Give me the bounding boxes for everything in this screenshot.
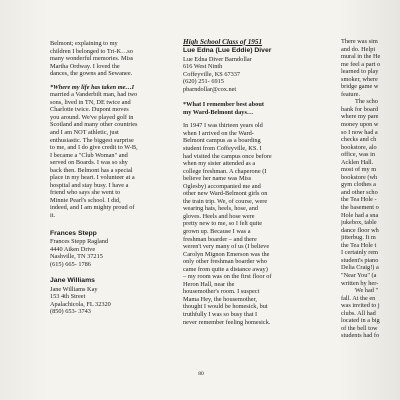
text-line: came from quite a distance away) (183, 265, 268, 273)
right-column-cropped (341, 38, 400, 340)
text-line: "Near You" (a (341, 271, 377, 279)
text-line: thought I would be homesick, but (183, 303, 268, 311)
text-line: Belmont campus as a boarding (183, 137, 261, 145)
address-line: 153 4th Street (50, 293, 86, 301)
text-line: many wonderful memories. Miss (50, 55, 134, 63)
text-line: place in my heart. I volunteer at a (50, 174, 135, 182)
text-line: me feel a part o (341, 60, 381, 68)
text-line: In 1947 I was thirteen years old (183, 122, 263, 130)
text-line: feature. (341, 90, 361, 98)
text-line: checks and ch (341, 136, 377, 144)
life-story-paragraph (50, 84, 168, 220)
text-line: clubs. All had (341, 309, 376, 317)
text-line: – my room was on the first floor of (183, 273, 272, 281)
text-line: housemother's room. I suspect (183, 288, 260, 296)
text-line: We had " (355, 287, 379, 295)
text-line: other new Ward-Belmont girls on (183, 190, 268, 198)
text-line: gym clothes a (341, 181, 376, 189)
text-line: and I am NOT athletic, just (50, 129, 119, 137)
text-line: the train trip. We, of course, were (183, 197, 268, 205)
text-line: Oglesby) accompanied me and (183, 182, 261, 190)
text-line: and other scho (341, 188, 378, 196)
text-line: Scotland and many other countries (50, 121, 138, 129)
text-line: truthfully I was so busy that I (183, 311, 258, 318)
text-line: it. (50, 212, 56, 220)
class-title: High School Class of 1951 (183, 38, 263, 46)
text-line: had visited the campus once before (183, 152, 272, 160)
text-line: when my sister attended as a (183, 160, 256, 168)
text-line: the Tea Hole - (341, 196, 377, 204)
address-line: Lue Edna Diver Barndollar (183, 55, 252, 63)
story-heading: *Where my life has taken me…I (50, 83, 135, 91)
alumna-name: Jane Williams (50, 277, 95, 285)
text-line: office, was in (341, 151, 375, 159)
text-line: weren't very many of us (I believe (183, 243, 270, 251)
address-line: (620) 251- 6915 (183, 78, 224, 86)
alumna-name: Frances Stepp (50, 229, 97, 237)
text-line: wearing hats, heels, hose, and (183, 205, 259, 213)
text-line: smoker, where (341, 75, 378, 83)
intro-paragraph (50, 40, 168, 78)
text-line: students had fo (341, 332, 380, 340)
left-column (50, 40, 168, 325)
text-line: dances, the gowns and Sewanee. (50, 70, 133, 78)
text-line: college freshman. A chaperone (I (183, 167, 267, 175)
text-line: freshman boarder – and there (183, 235, 257, 243)
memory-paragraph (183, 122, 302, 326)
text-line: the basement o (341, 204, 379, 212)
text-line: the Tea Hole t (341, 241, 377, 249)
text-line: married a Vanderbilt man, had two (50, 91, 138, 99)
text-line: jitterbug. It m (341, 234, 376, 242)
address-line: (615) 665- 1786 (50, 260, 91, 268)
text-line: so I now had a (341, 128, 378, 136)
text-line: student from Coffeyville, KS. I (183, 144, 262, 152)
text-line: money upon w (341, 121, 379, 129)
text-line: indeed, and I am mighty proud of (50, 204, 135, 212)
text-line: where my pare (341, 113, 379, 121)
page-number: 80 (198, 371, 204, 377)
text-line: I became a "Club Woman" and (50, 151, 128, 159)
text-line: Minnie Pearl's school. I did, (50, 196, 121, 204)
middle-column (183, 38, 302, 326)
text-line: most of my m (341, 166, 377, 174)
alumna-name: Lue Edna (Lue Eddie) Diver (183, 47, 272, 54)
text-line: only other freshman boarder who (183, 258, 267, 266)
text-line: back then. Belmont has a special (50, 166, 133, 174)
text-line: The scho (355, 98, 378, 106)
text-line: mural in the He (341, 53, 381, 61)
text-line: Martha Ordway. I loved the (50, 62, 120, 70)
address-line: Nashville, TN 37215 (50, 253, 103, 261)
text-line: pretty new to me, so I felt quite (183, 220, 263, 228)
text-line: was invited to j (341, 302, 380, 310)
alumna-address (50, 286, 168, 316)
text-line: you around. We've played golf in (50, 113, 134, 121)
text-line: enthusiastic. The biggest surprise (50, 136, 134, 144)
email-address: pbarndollar@cox.net (183, 85, 237, 93)
text-line: of the bell tow (341, 324, 378, 332)
text-line: Belmont; explaining to my (50, 40, 118, 47)
text-line: bookstore, alo (341, 143, 377, 151)
text-line: Mama Hey, the housemother, (183, 295, 258, 303)
text-line: Hole had a sna (341, 211, 379, 219)
text-line: bank for board (341, 105, 379, 113)
text-line: Heron Hall, near the (183, 280, 235, 288)
address-line: Frances Stepp Ragland (50, 238, 109, 246)
text-line: I certainly rem (341, 249, 379, 257)
text-line: There was sim (341, 38, 378, 45)
text-line: friend who says she went to (50, 189, 121, 197)
text-line: jukebox, table (341, 219, 377, 227)
text-line: served on Boards. I was so shy (50, 159, 128, 167)
text-line: never remember feeling homesick. (183, 318, 271, 326)
address-line: Jane Williams Kay (50, 285, 98, 293)
text-line: to me, and I do give credit to W-B, (50, 144, 138, 152)
text-line: learned to play (341, 68, 379, 76)
text-line: *What I remember best about (183, 101, 264, 109)
text-line: hospital and stay busy. I have a (50, 181, 129, 189)
text-line: believe her name was Miss (183, 175, 252, 183)
text-line: grown up. Because I was a (183, 227, 251, 235)
text-line: located in a big (341, 317, 380, 325)
text-line: fall. At the en (341, 294, 376, 302)
text-line: children I belonged to Tri-K…so (50, 47, 133, 55)
text-line: bookstore (wh (341, 173, 378, 181)
address-line: 4440 Aiken Drive (50, 245, 96, 253)
text-line: and do. Helpi (341, 45, 376, 53)
text-line: my Ward-Belmont days… (183, 108, 254, 116)
text-line: Acklen Hall. (341, 158, 374, 166)
text-line: dance floor wh (341, 226, 379, 234)
text-line: student's piano (341, 256, 379, 264)
text-line: written by her- (341, 279, 379, 287)
text-line: when I arrived on the Ward- (183, 129, 254, 137)
text-line: Delia Craig!) a (341, 264, 379, 272)
address-line: 616 West Ninth (183, 63, 223, 71)
text-line: bridge game w (341, 83, 379, 91)
address-line: Coffeyville, KS 67337 (183, 70, 241, 78)
text-line: gloves. Heels and hose were (183, 212, 255, 220)
question-heading (183, 101, 302, 116)
address-line: Apalachicola, FL 32320 (50, 300, 111, 308)
alumna-address (50, 238, 168, 268)
address-line: (850) 653- 3743 (50, 308, 91, 316)
text-line: sons, lived in TN, DE twice and (50, 98, 131, 106)
text-line: Charlotte twice. Dupont moves (50, 106, 129, 114)
text-line: Carolyn Mignon Emerson was the (183, 250, 270, 258)
alumna-address (183, 56, 302, 94)
